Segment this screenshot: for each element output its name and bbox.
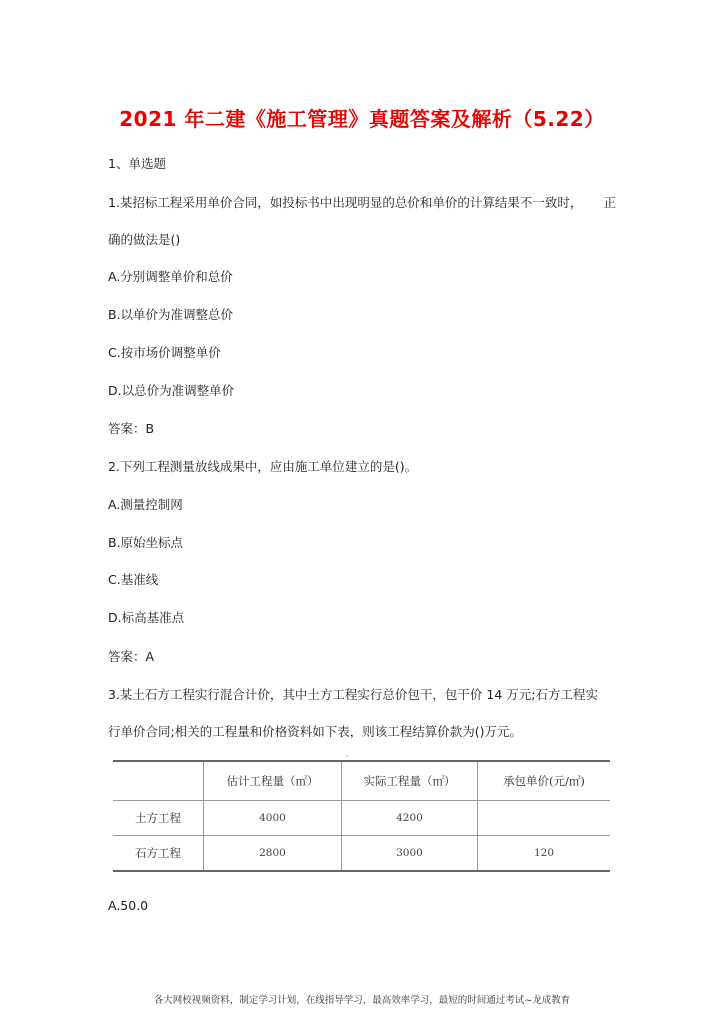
table-cell: 4000 <box>204 801 342 836</box>
question-1-stem-line-1 <box>108 195 616 211</box>
document-title: 2021 年二建《施工管理》真题答案及解析（5.22） <box>119 107 605 131</box>
question-1-option-c: C.按市场价调整单价 <box>108 345 221 360</box>
page-footer: 各大网校视频资料，制定学习计划，在线指导学习，最高效率学习，最短的时间通过考试~龙成教育 <box>153 995 571 1006</box>
table-cell <box>478 801 611 836</box>
table-header-cell: 承包单价(元/㎡) <box>478 761 611 801</box>
question-2-option-b: B.原始坐标点 <box>108 535 184 550</box>
question-1-stem-tail: 正 <box>603 195 616 210</box>
question-1-answer: 答案：B <box>108 421 155 436</box>
table-row <box>113 836 610 872</box>
table-cell: 4200 <box>342 801 478 836</box>
table-cell: 土方工程 <box>113 801 204 836</box>
table-mark: · <box>346 752 349 761</box>
question-1-option-a: A.分别调整单价和总价 <box>108 269 233 284</box>
question-2-option-d: D.标高基准点 <box>108 610 185 625</box>
table-header-cell: 估计工程量（㎡） <box>204 761 342 801</box>
table-cell: 3000 <box>342 836 478 872</box>
question-2-option-c: C.基准线 <box>108 572 159 587</box>
section-heading: 1、单选题 <box>108 156 166 171</box>
question-2-stem: 2.下列工程测量放线成果中，应由施工单位建立的是()。 <box>108 459 418 474</box>
question-1-option-d: D.以总价为准调整单价 <box>108 383 235 398</box>
question-2-answer: 答案：A <box>108 649 155 664</box>
question-2-option-a: A.测量控制网 <box>108 497 183 512</box>
question-1-stem-line-2: 确的做法是() <box>108 232 181 247</box>
table-header-cell: 实际工程量（㎡） <box>342 761 478 801</box>
table-cell: 120 <box>478 836 611 872</box>
question-3-stem-line-1: 3.某土石方工程实行混合计价，其中土方工程实行总价包干，包干价 14 万元;石方工程实 <box>108 687 598 702</box>
table-header-row <box>113 761 610 801</box>
quantity-price-table <box>113 760 610 872</box>
question-1-option-b: B.以单价为准调整总价 <box>108 307 234 322</box>
table-cell: 石方工程 <box>113 836 204 872</box>
question-1-stem-text: 1.某招标工程采用单价合同，如投标书中出现明显的总价和单价的计算结果不一致时， <box>108 195 583 210</box>
table-header-cell <box>113 761 204 801</box>
question-3-stem-line-2: 行单价合同;相关的工程量和价格资料如下表，则该工程结算价款为()万元。 <box>108 724 522 739</box>
table-row <box>113 801 610 836</box>
question-3-option-a: A.50.0 <box>108 898 149 913</box>
table-cell: 2800 <box>204 836 342 872</box>
